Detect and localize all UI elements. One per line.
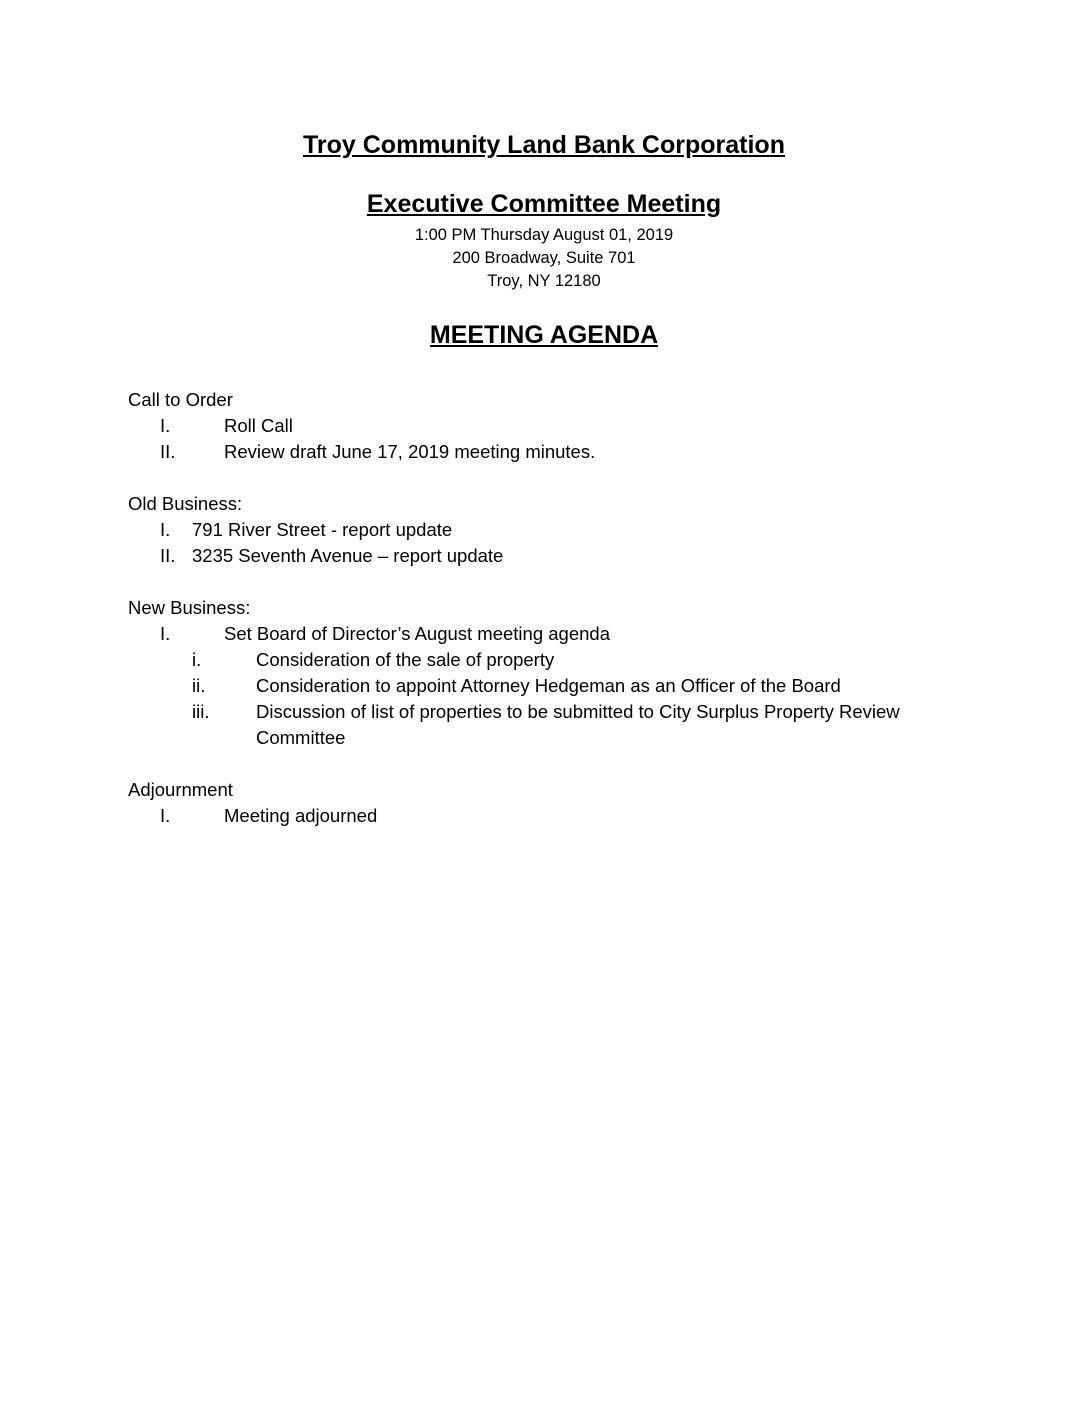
item-number: I. (160, 519, 171, 540)
list-item: 3235 Seventh Avenue – report update (192, 545, 504, 566)
sub-list-item: Consideration to appoint Attorney Hedgeman as an Officer of the Board (256, 675, 841, 696)
section-heading-old-business: Old Business: (128, 493, 243, 514)
sub-list-item-continued: Committee (256, 727, 346, 748)
subitem-number: iii. (192, 701, 210, 722)
section-heading-new-business: New Business: (128, 597, 251, 618)
meeting-title: Executive Committee Meeting (366, 190, 722, 218)
item-number: II. (160, 441, 176, 462)
section-heading-call-to-order: Call to Order (128, 389, 233, 410)
sub-list-item: Discussion of list of properties to be submitted to City Surplus Property Review (256, 701, 900, 722)
item-number: I. (160, 805, 171, 826)
list-item: Meeting adjourned (224, 805, 378, 826)
section-heading-adjournment: Adjournment (128, 779, 233, 800)
list-item: Review draft June 17, 2019 meeting minutes. (224, 441, 596, 462)
list-item: Roll Call (224, 415, 293, 436)
subitem-number: ii. (192, 675, 206, 696)
item-number: I. (160, 415, 171, 436)
list-item: 791 River Street - report update (192, 519, 453, 540)
list-item: Set Board of Director’s August meeting agenda (224, 623, 610, 644)
address-line-1: 200 Broadway, Suite 701 (452, 249, 636, 267)
address-line-2: Troy, NY 12180 (487, 272, 601, 290)
agenda-title: MEETING AGENDA (429, 321, 659, 349)
meeting-datetime: 1:00 PM Thursday August 01, 2019 (414, 226, 674, 244)
subitem-number: i. (192, 649, 202, 670)
item-number: II. (160, 545, 176, 566)
organization-title: Troy Community Land Bank Corporation (303, 131, 785, 159)
item-number: I. (160, 623, 171, 644)
sub-list-item: Consideration of the sale of property (256, 649, 555, 670)
